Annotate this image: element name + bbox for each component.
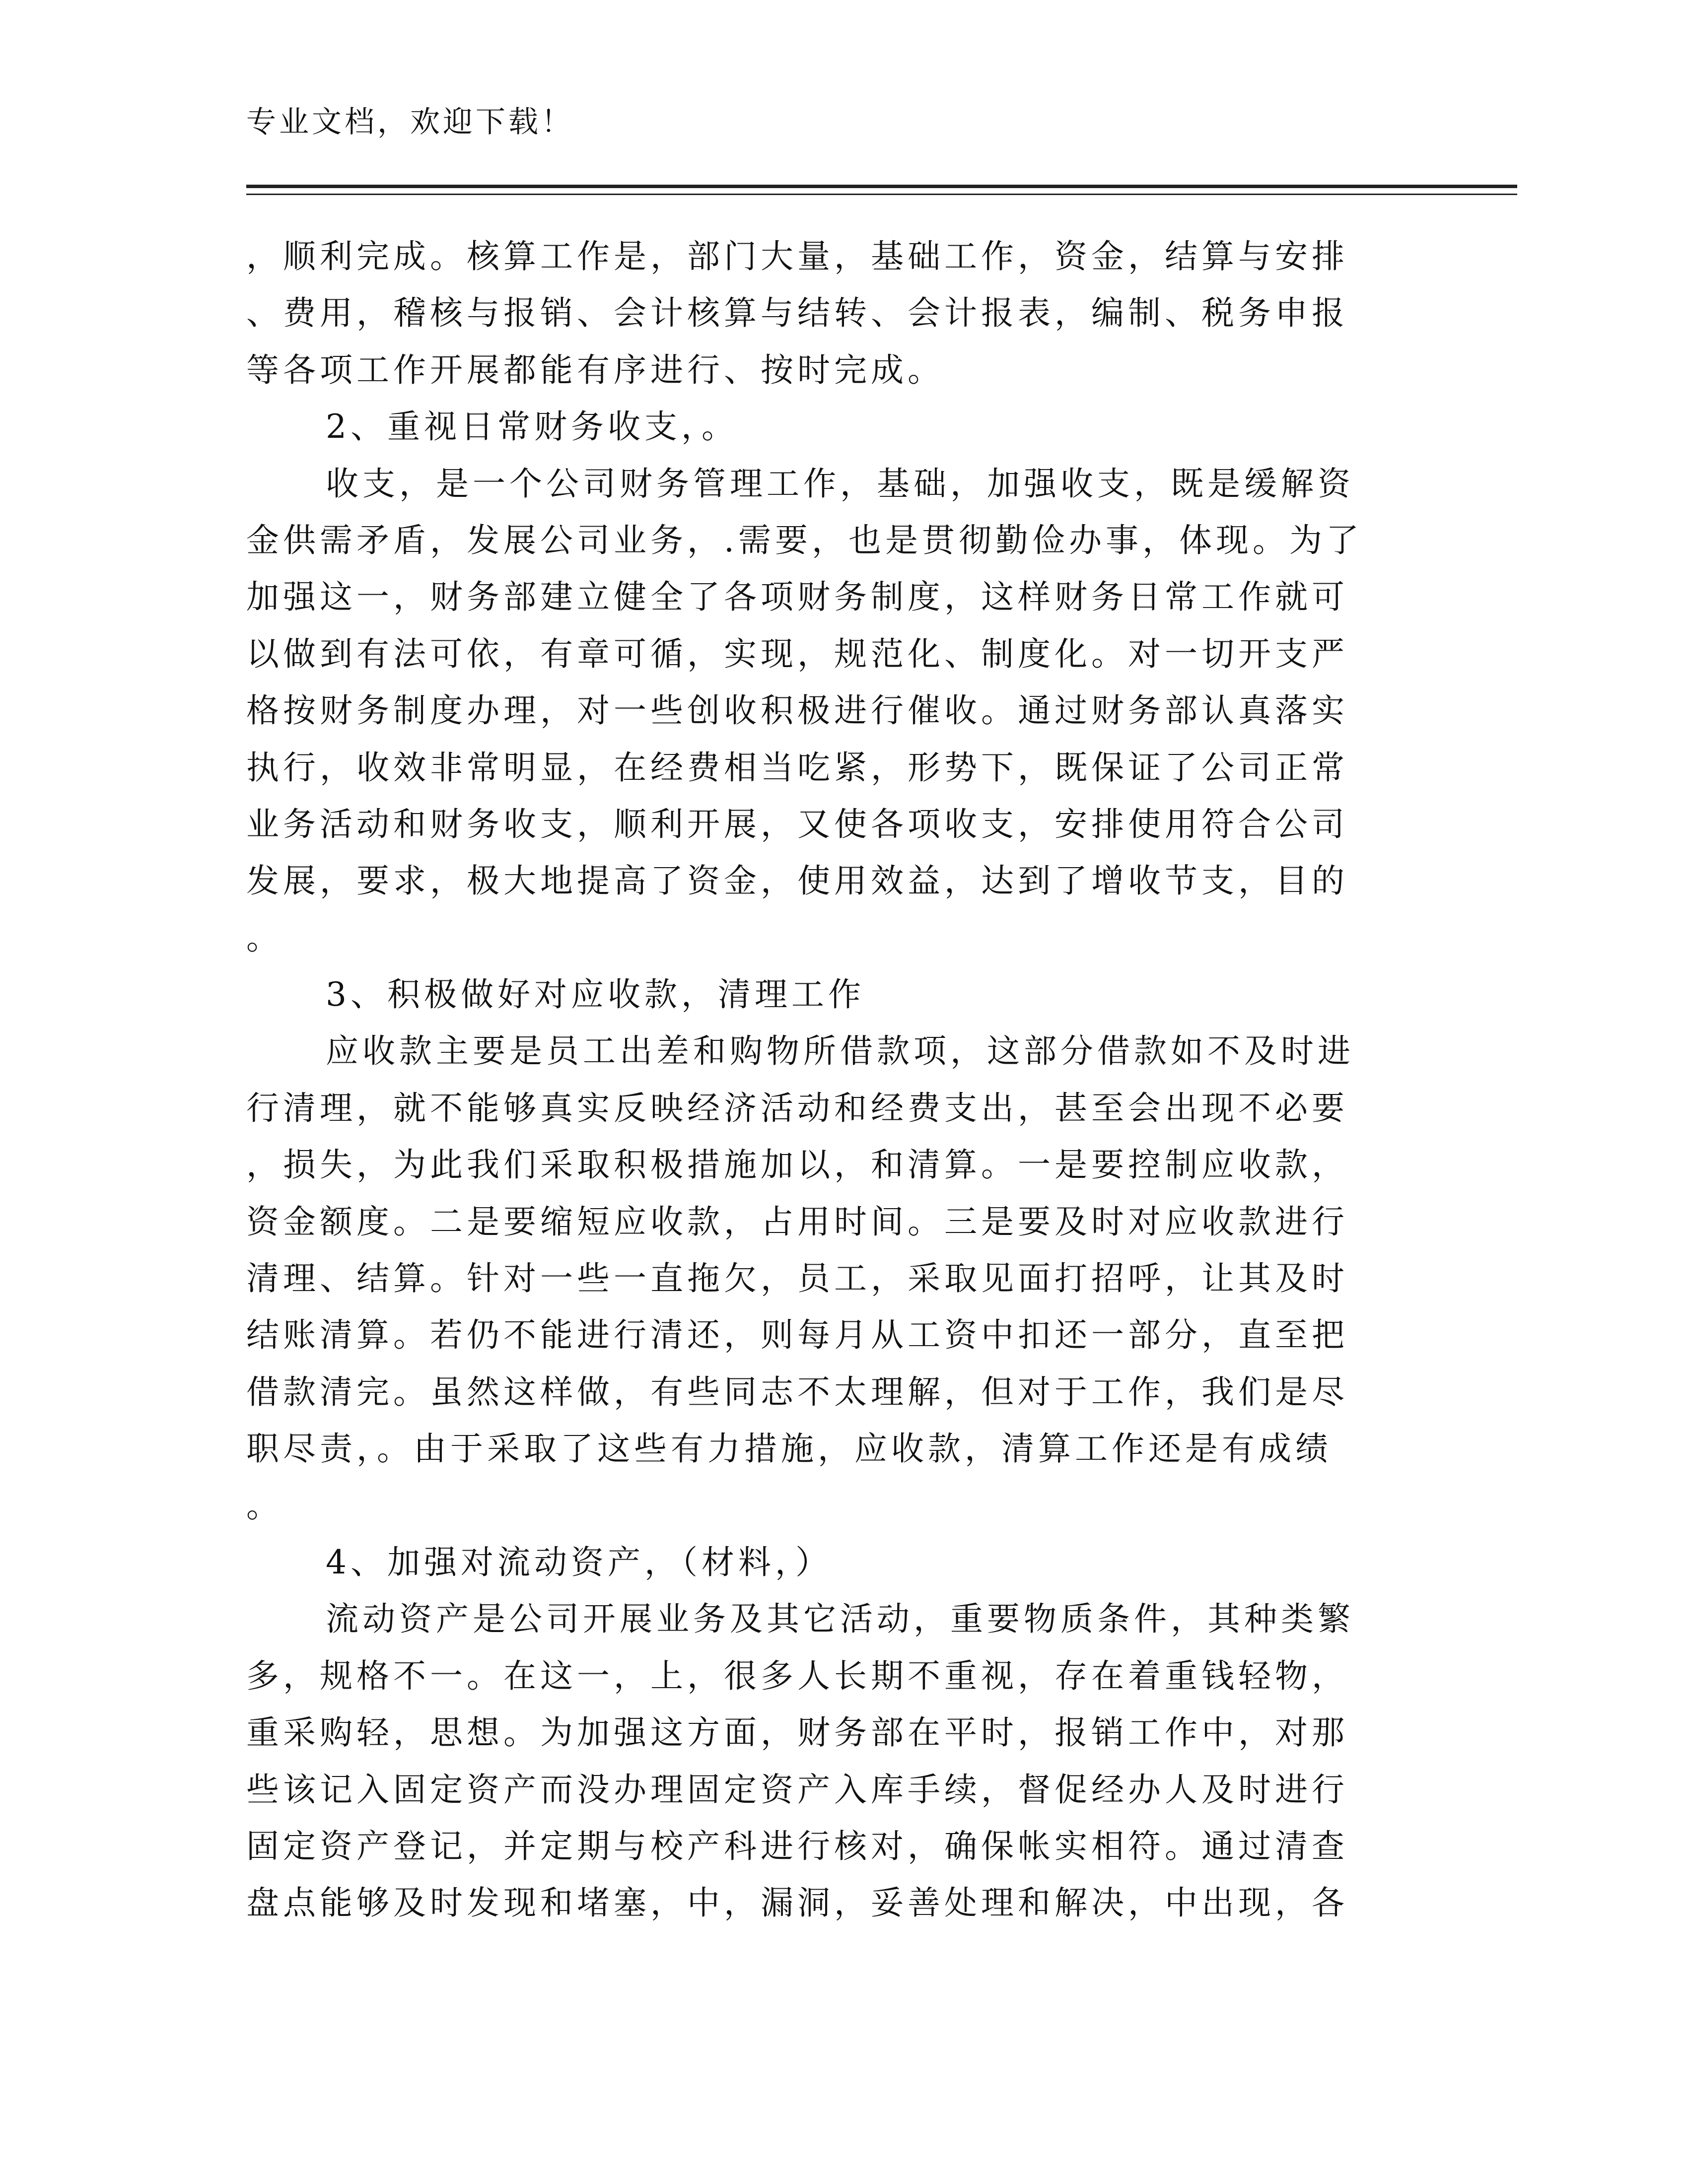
text-line: 加强这一，财务部建立健全了各项财务制度，这样财务日常工作就可 bbox=[246, 578, 1348, 616]
text-line: 格按财务制度办理，对一些创收积极进行催收。通过财务部认真落实 bbox=[246, 691, 1348, 730]
text-line: 。 bbox=[246, 918, 283, 957]
text-line: 业务活动和财务收支，顺利开展，又使各项收支，安排使用符合公司 bbox=[246, 805, 1348, 843]
text-line: 等各项工作开展都能有序进行、按时完成。 bbox=[246, 350, 944, 389]
text-line: 清理、结算。针对一些一直拖欠，员工，采取见面打招呼，让其及时 bbox=[246, 1259, 1348, 1298]
text-line: 重采购轻，思想。为加强这方面，财务部在平时，报销工作中，对那 bbox=[246, 1713, 1348, 1752]
text-line: 执行，收效非常明显，在经费相当吃紧，形势下，既保证了公司正常 bbox=[246, 748, 1348, 787]
header-rule-thin bbox=[246, 194, 1517, 195]
text-line: 固定资产登记，并定期与校产科进行核对，确保帐实相符。通过清查 bbox=[246, 1827, 1348, 1865]
header-rule-thick bbox=[246, 185, 1517, 188]
text-line: 借款清完。虽然这样做，有些同志不太理解，但对于工作，我们是尽 bbox=[246, 1372, 1348, 1411]
text-line: 收支，是一个公司财务管理工作，基础，加强收支，既是缓解资 bbox=[326, 464, 1354, 503]
text-line: 资金额度。二是要缩短应收款，占用时间。三是要及时对应收款进行 bbox=[246, 1202, 1348, 1241]
text-line: 行清理，就不能够真实反映经济活动和经费支出，甚至会出现不必要 bbox=[246, 1089, 1348, 1127]
text-line: ，顺利完成。核算工作是，部门大量，基础工作，资金，结算与安排 bbox=[246, 237, 1348, 275]
text-line: 些该记入固定资产而没办理固定资产入库手续，督促经办人及时进行 bbox=[246, 1770, 1348, 1809]
text-line: 。 bbox=[246, 1486, 283, 1525]
text-line: 发展，要求，极大地提高了资金，使用效益，达到了增收节支，目的 bbox=[246, 862, 1348, 900]
text-line: 盘点能够及时发现和堵塞，中，漏洞，妥善处理和解决，中出现，各 bbox=[246, 1884, 1348, 1922]
text-line: 结账清算。若仍不能进行清还，则每月从工资中扣还一部分，直至把 bbox=[246, 1316, 1348, 1355]
text-line: 金供需矛盾，发展公司业务，.需要，也是贯彻勤俭办事，体现。为了 bbox=[246, 521, 1363, 559]
text-line: 、费用，稽核与报销、会计核算与结转、会计报表，编制、税务申报 bbox=[246, 294, 1348, 333]
text-line: ，损失，为此我们采取积极措施加以，和清算。一是要控制应收款， bbox=[246, 1146, 1348, 1184]
text-line: 2、重视日常财务收支，。 bbox=[326, 408, 738, 446]
document-body bbox=[246, 228, 1448, 1932]
text-line: 应收款主要是员工出差和购物所借款项，这部分借款如不及时进 bbox=[326, 1032, 1354, 1071]
text-line: 3、积极做好对应收款，清理工作 bbox=[326, 975, 865, 1014]
text-line: 以做到有法可依，有章可循，实现，规范化、制度化。对一切开支严 bbox=[246, 634, 1348, 673]
text-line: 职尽责，。由于采取了这些有力措施，应收款，清算工作还是有成绩 bbox=[246, 1430, 1332, 1468]
header-text: 专业文档，欢迎下载！ bbox=[246, 105, 574, 139]
text-line: 多，规格不一。在这一，上，很多人长期不重视，存在着重钱轻物， bbox=[246, 1656, 1348, 1695]
text-line: 4、加强对流动资产，（材料，） bbox=[326, 1543, 832, 1581]
text-line: 流动资产是公司开展业务及其它活动，重要物质条件，其种类繁 bbox=[326, 1600, 1354, 1638]
